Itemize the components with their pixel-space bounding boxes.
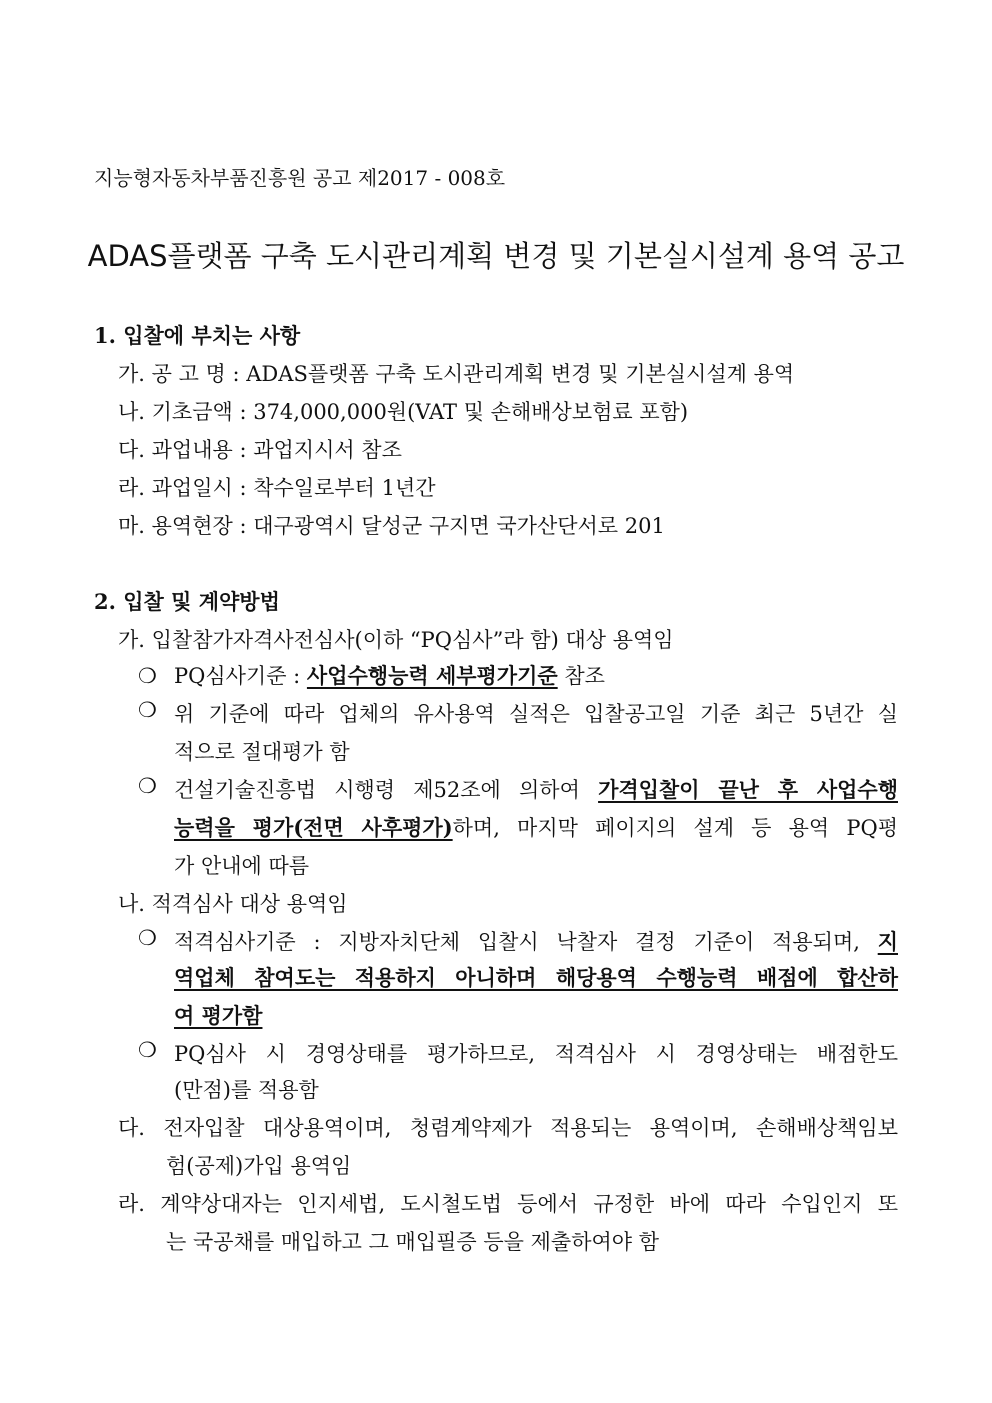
bullet-icon: ❍ [138, 774, 157, 798]
ga-bullet-3-cont: 능력을 평가(전면 사후평가)하며, 마지막 페이지의 설계 등 용역 PQ평 [174, 815, 898, 840]
na-bullet-2: ❍ PQ심사 시 경영상태를 평가하므로, 적격심사 시 경영상태는 배점한도 [138, 1038, 898, 1066]
pq-criteria-emphasis: 사업수행능력 세부평가기준 [306, 663, 558, 688]
ga-bullet-1: ❍ PQ심사기준 : 사업수행능력 세부평가기준 참조 [138, 663, 605, 688]
ga-bullet-3-end: 가 안내에 따름 [174, 854, 310, 878]
section1-item-base-amount: 나. 기초금액 : 374,000,000원(VAT 및 손해배상보험료 포함) [118, 400, 689, 424]
section1-item-project-name: 가. 공 고 명 : ADAS플랫폼 구축 도시관리계획 변경 및 기본실시설계 용역 [118, 362, 795, 386]
section1-item-period: 라. 과업일시 : 착수일로부터 1년간 [118, 476, 436, 500]
section2-ra-line2: 는 국공채를 매입하고 그 매입필증 등을 제출하여야 함 [166, 1230, 660, 1254]
section1-heading: 1. 입찰에 부치는 사항 [94, 323, 301, 348]
section1-item-site: 마. 용역현장 : 대구광역시 달성군 구지면 국가산단서로 201 [118, 514, 665, 538]
ga-bullet-3: ❍ 건설기술진흥법 시행령 제52조에 의하여 가격입찰이 끝난 후 사업수행 [138, 774, 898, 802]
bullet-icon: ❍ [138, 1038, 157, 1062]
section2-da-line2: 험(공제)가입 용역임 [166, 1154, 352, 1178]
na-bullet-1-cont: 역업체 참여도는 적용하지 아니하며 해당용역 수행능력 배점에 합산하 [174, 965, 898, 990]
section1-item-scope: 다. 과업내용 : 과업지시서 참조 [118, 438, 402, 462]
na-bullet-1: ❍ 적격심사기준 : 지방자치단체 입찰시 낙찰자 결정 기준이 적용되며, 지 [138, 926, 898, 954]
section2-ra-line1: 라. 계약상대자는 인지세법, 도시철도법 등에서 규정한 바에 따라 수입인지 또 [118, 1192, 898, 1216]
ga-bullet-2-cont: 적으로 절대평가 함 [174, 740, 350, 764]
section2-ga-label: 가. 입찰참가자격사전심사(이하 “PQ심사”라 함) 대상 용역임 [118, 628, 674, 652]
notice-number: 지능형자동차부품진흥원 공고 제2017 - 008호 [94, 166, 506, 190]
price-bid-emphasis: 가격입찰이 끝난 후 사업수행 [598, 777, 898, 802]
na-bullet-1-end: 여 평가함 [174, 1003, 263, 1028]
na-bullet-2-cont: (만점)를 적용함 [174, 1078, 319, 1102]
bullet-icon: ❍ [138, 664, 157, 688]
bullet-icon: ❍ [138, 926, 157, 950]
regional-firm-emphasis: 지 [877, 929, 898, 954]
ga-bullet-2: ❍ 위 기준에 따라 업체의 유사용역 실적은 입찰공고일 기준 최근 5년간 실 [138, 698, 898, 726]
section2-da-line1: 다. 전자입찰 대상용역이며, 청렴계약제가 적용되는 용역이며, 손해배상책임보 [118, 1116, 898, 1140]
post-evaluation-emphasis: 능력을 평가(전면 사후평가) [174, 815, 453, 840]
bullet-icon: ❍ [138, 698, 157, 722]
section2-heading: 2. 입찰 및 계약방법 [94, 589, 280, 614]
section2-na-label: 나. 적격심사 대상 용역임 [118, 892, 348, 916]
page-title: ADAS플랫폼 구축 도시관리계획 변경 및 기본실시설계 용역 공고 [87, 239, 905, 273]
